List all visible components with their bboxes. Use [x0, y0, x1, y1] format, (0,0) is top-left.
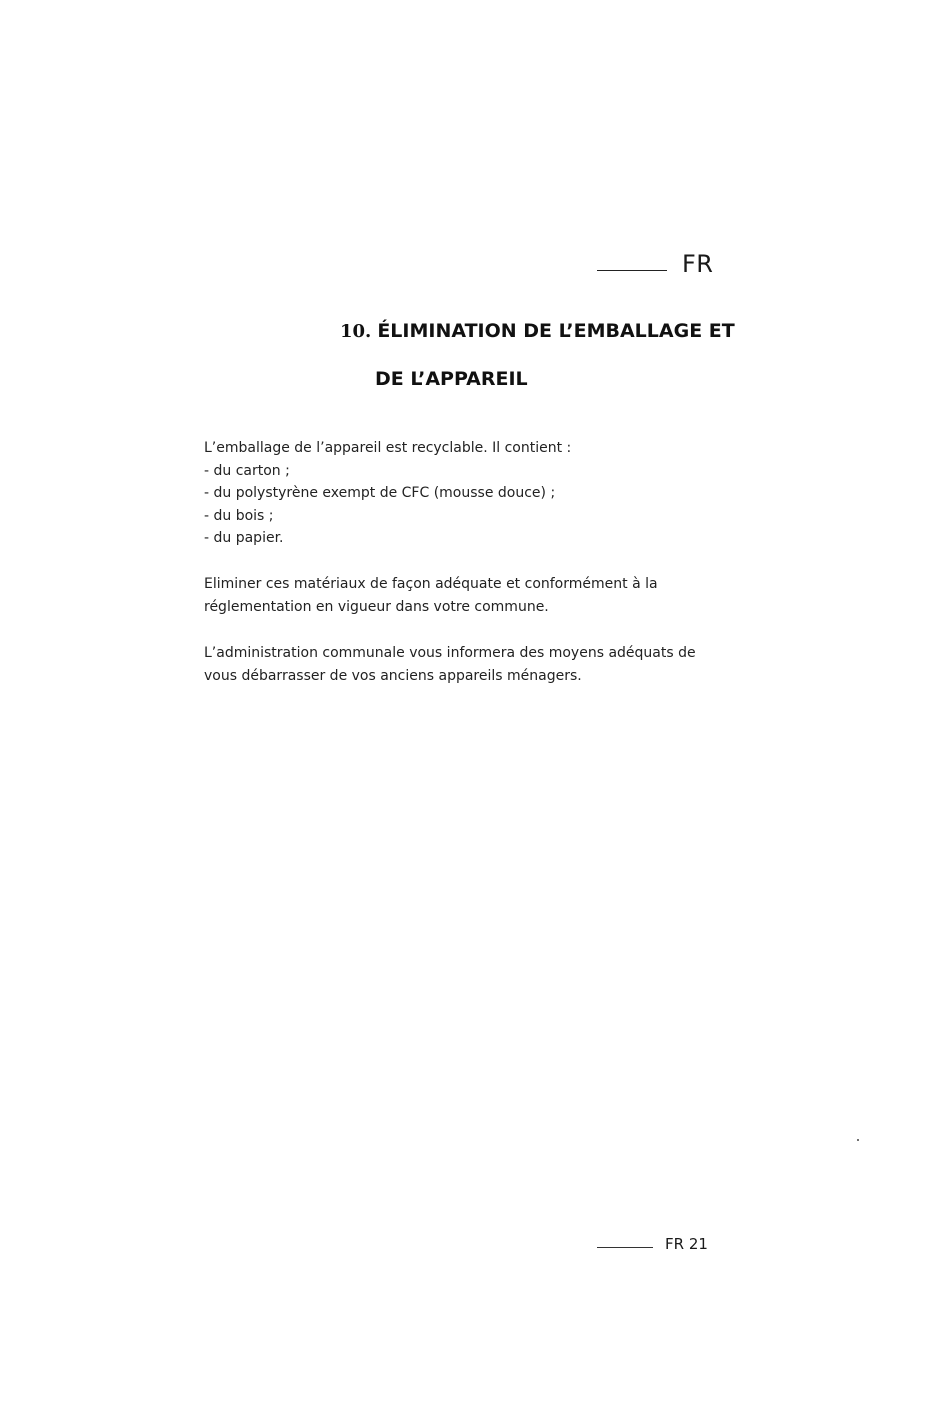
materials-list	[204, 460, 724, 550]
page-number: FR 21	[665, 1235, 708, 1253]
list-item: - du carton ;	[204, 462, 290, 479]
list-item: - du polystyrène exempt de CFC (mousse douce) ;	[204, 485, 556, 501]
paragraph-line: Eliminer ces matériaux de façon adéquate et conformément à la	[204, 576, 658, 592]
page-footer	[597, 1235, 727, 1257]
paragraph-line: vous débarrasser de vos anciens appareils ménagers.	[204, 667, 582, 684]
section-number: 10.	[340, 321, 372, 342]
intro-paragraph: L’emballage de l’appareil est recyclable. Il contient :	[204, 440, 572, 456]
section-heading	[340, 319, 740, 390]
section-title-text-1: ÉLIMINATION DE L’EMBALLAGE ET	[377, 320, 735, 342]
language-code: FR	[682, 250, 714, 278]
disposal-paragraph	[204, 573, 724, 618]
footer-rule	[597, 1247, 653, 1248]
list-item: - du bois ;	[204, 507, 274, 524]
section-title-line2: DE L’APPAREIL	[375, 368, 528, 390]
section-title-line1	[340, 319, 740, 344]
language-header	[597, 250, 717, 282]
paragraph-line: L’administration communale vous informera des moyens adéquats de	[204, 645, 696, 661]
intro-block	[204, 437, 724, 550]
header-rule	[597, 270, 667, 271]
paragraph-line: réglementation en vigueur dans votre commune.	[204, 598, 549, 615]
list-item: - du papier.	[204, 530, 284, 546]
scan-speck	[857, 1139, 859, 1141]
administration-paragraph	[204, 642, 724, 687]
